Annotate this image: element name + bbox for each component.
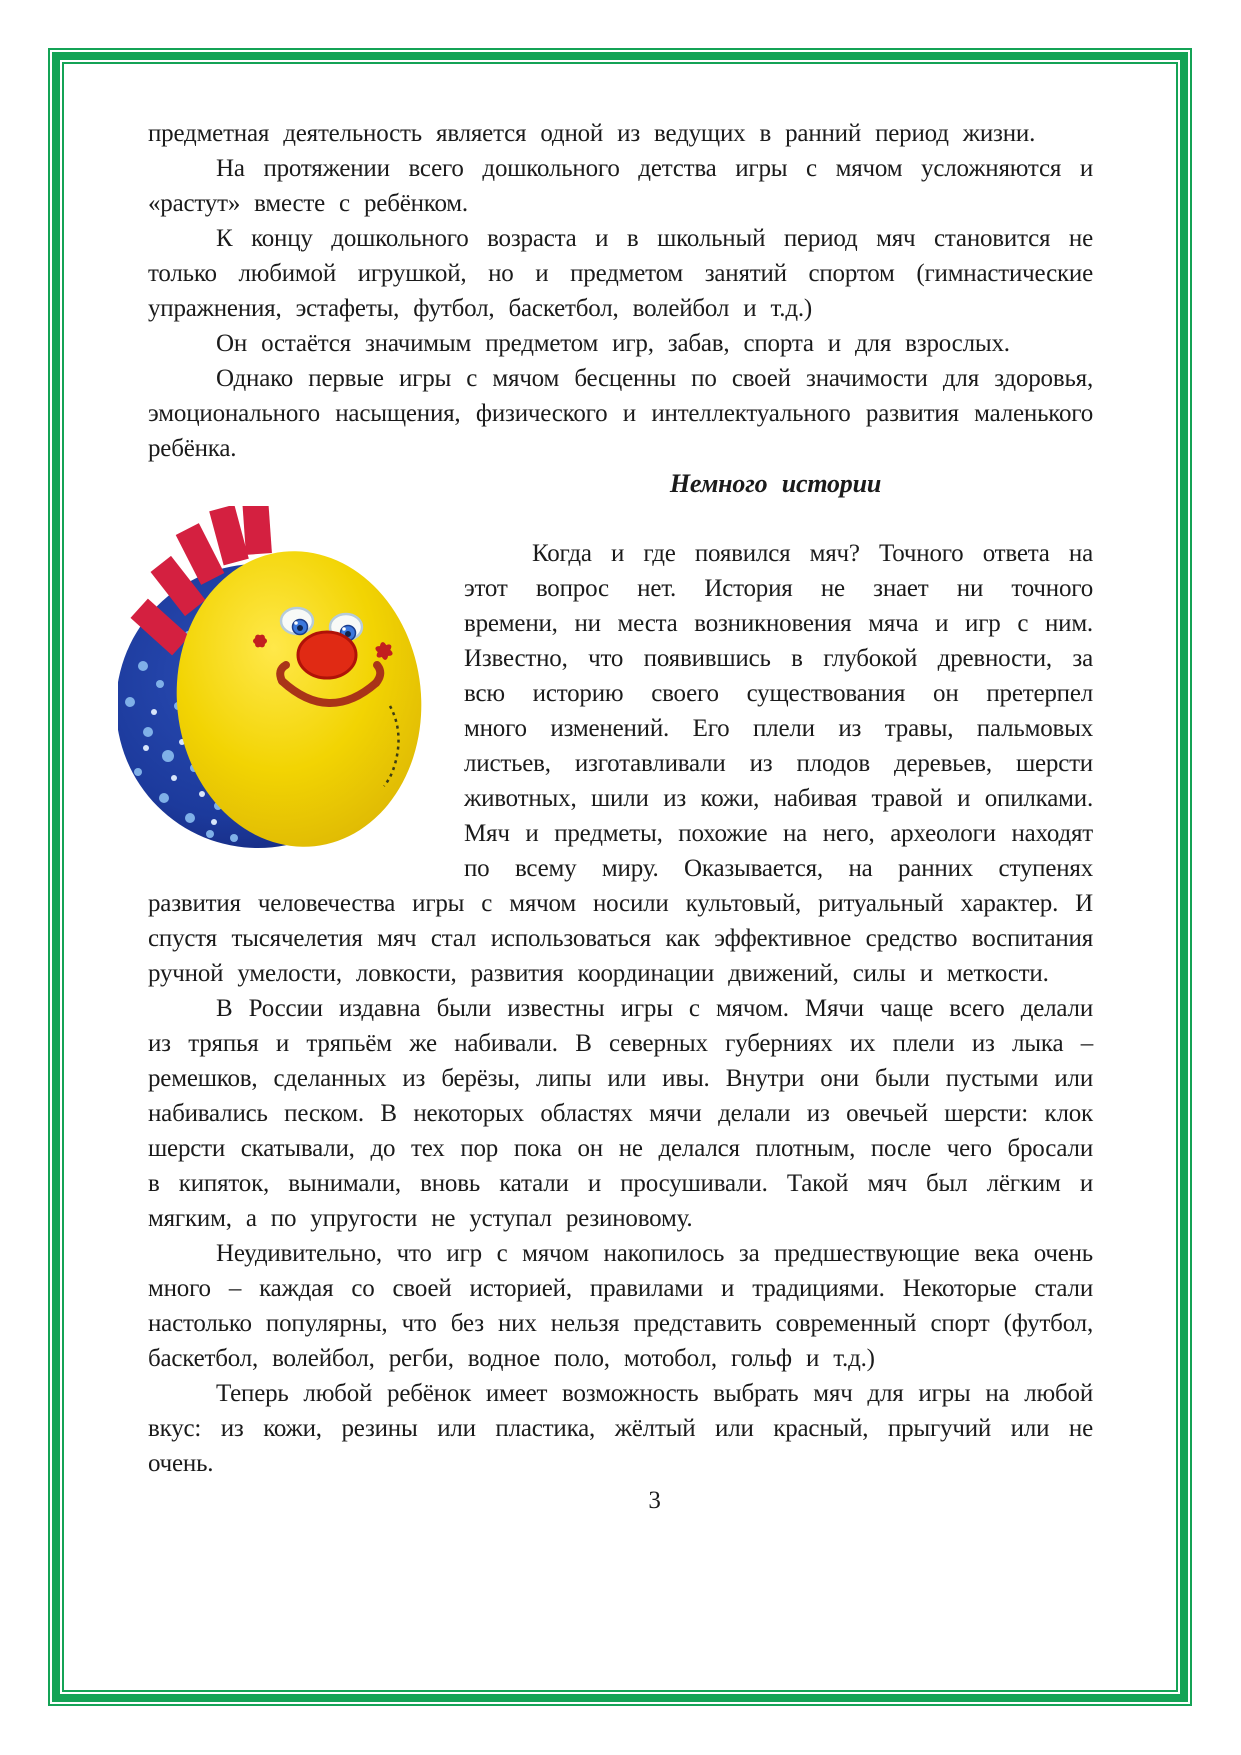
page-number: 3 (648, 1487, 661, 1514)
plush-smiley-ball-image (118, 506, 422, 848)
paragraph: предметная деятельность является одной из ведущих в ранний период жизни. (148, 120, 1036, 147)
paragraph: Он остаётся значимым предметом игр, забав, спорта и для взрослых. (216, 330, 1010, 357)
paragraph: На протяжении всего дошкольного детства игры с мячом усложняются и «растут» вместе с ребёнком. (148, 155, 1093, 217)
smiley-ball-icon (118, 506, 422, 848)
paragraph-with-image: Когда и где появился мяч? Точного ответа на этот вопрос нет. История не знает ни точного времени, ни места возникновения мяча и игр с ним. Известно, что появившись в глубокой древности, за всю историю своего существования он претерпел много изменений. Его плели из травы, пальмовых листьев, изготавливали из плодов деревьев, шерсти животных, шили из кожи, набивая травой и опилками. Мяч и предметы, похожие на него, археологи находят по всему миру. Оказывается, на ранних ступенях развития человечества игры с мячом носили культовый, ритуальный характер. И спустя тысячелетия мяч стал использоваться как эффективное средство воспитания ручной умелости, ловкости, развития координации движений, силы и меткости. (148, 540, 1093, 987)
paragraph: Теперь любой ребёнок имеет возможность выбрать мяч для игры на любой вкус: из кожи, резины или пластика, жёлтый или красный, прыгучий или не очень. (148, 1380, 1093, 1477)
paragraph: К концу дошкольного возраста и в школьный период мяч становится не только любимой игрушкой, но и предметом занятий спортом (гимнастические упражнения, эстафеты, футбол, баскетбол, волейбол и т.д.) (148, 225, 1093, 322)
nose (298, 632, 356, 678)
section-heading: Немного истории (669, 469, 882, 498)
paragraph: Неудивительно, что игр с мячом накопилось за предшествующие века очень много – каждая со своей историей, правилами и традициями. Некоторые стали настолько популярны, что без них нельзя представить современный спорт (футбол, баскетбол, волейбол, регби, водное поло, мотобол, гольф и т.д.) (148, 1240, 1093, 1372)
page-content (148, 116, 1093, 1695)
paragraph: В России издавна были известны игры с мячом. Мячи чаще всего делали из тряпья и тряпьём же набивали. В северных губерниях их плели из лыка – ремешков, сделанных из берёзы, липы или ивы. Внутри они были пустыми или набивались песком. В некоторых областях мячи делали из овечьей шерсти: клок шерсти скатывали, до тех пор пока он не делался плотным, после чего бросали в кипяток, вынимали, вновь катали и просушивали. Такой мяч был лёгким и мягким, а по упругости не уступал резиновому. (148, 995, 1093, 1232)
paragraph: Однако первые игры с мячом бесценны по своей значимости для здоровья, эмоционального насыщения, физического и интеллектуального развития маленького ребёнка. (148, 365, 1093, 462)
